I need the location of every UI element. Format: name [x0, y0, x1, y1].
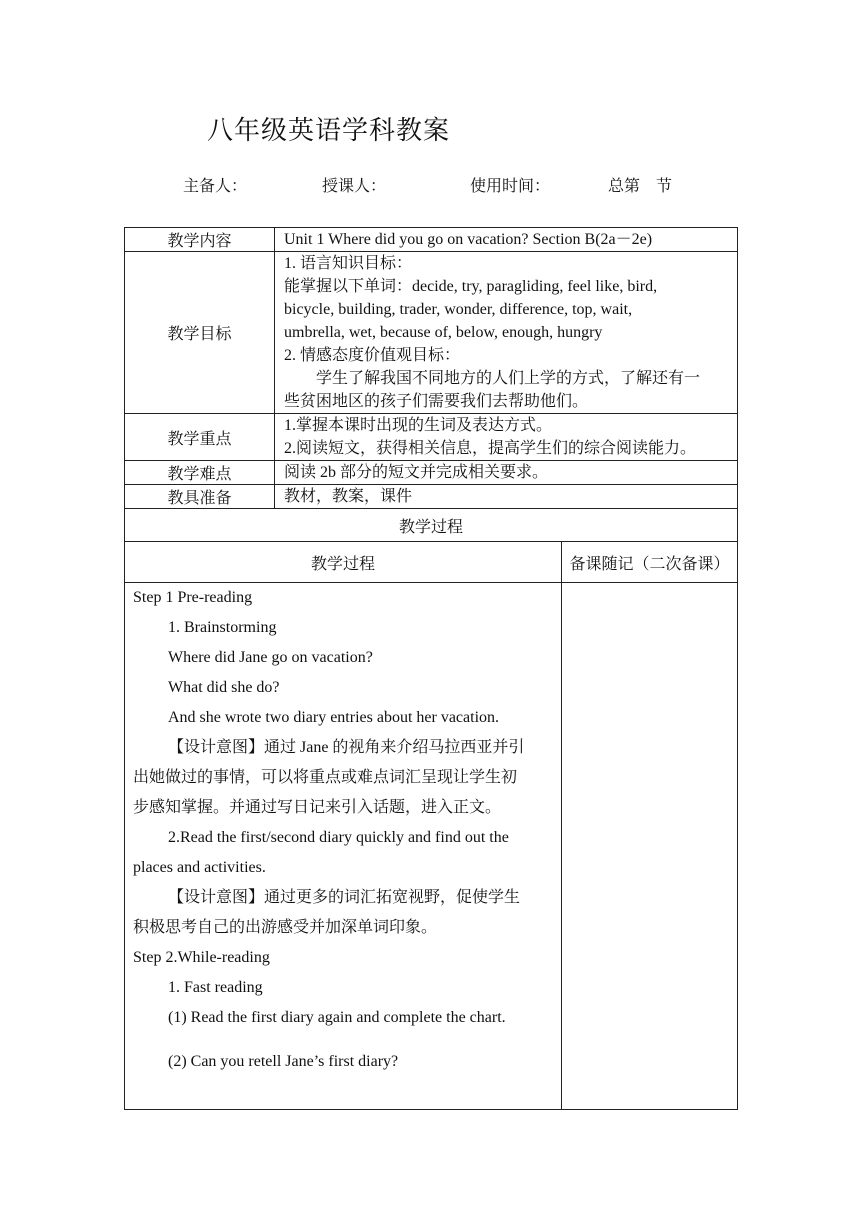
- key-point-line: 1.掌握本课时出现的生词及表达方式。: [284, 417, 553, 434]
- process-line: And she wrote two diary entries about her vacation.: [168, 709, 500, 726]
- time-label: 使用时间：: [470, 178, 551, 195]
- goals-line: 些贫困地区的孩子们需要我们去帮助他们。: [284, 393, 589, 410]
- process-line: 出她做过的事情，可以将重点或难点词汇呈现让学生初: [133, 769, 518, 786]
- process-column-header: 教学过程: [125, 542, 562, 583]
- key-point-line: 2.阅读短文，获得相关信息，提高学生们的综合阅读能力。: [284, 440, 697, 457]
- preparer-label: 主备人：: [183, 178, 248, 195]
- process-line: (1) Read the first diary again and complete the chart.: [168, 1009, 506, 1026]
- goals-line: umbrella, wet, because of, below, enough, hungry: [284, 324, 603, 341]
- goals-label: 教学目标: [125, 252, 275, 414]
- lesson-plan-table: [124, 227, 738, 1110]
- document-title: 八年级英语学科教案: [207, 116, 451, 145]
- process-line: What did she do?: [168, 679, 280, 696]
- process-line: 积极思考自己的出游感受并加深单词印象。: [133, 919, 438, 936]
- process-line: Step 1 Pre-reading: [133, 589, 253, 606]
- tools-value: 教材，教案，课件: [275, 485, 738, 509]
- process-line: Where did Jane go on vacation?: [168, 649, 373, 666]
- difficulty-value: 阅读 2b 部分的短文并完成相关要求。: [275, 461, 738, 485]
- process-body: [125, 583, 562, 1110]
- process-line: places and activities.: [133, 859, 266, 876]
- key-points-label: 教学重点: [125, 414, 275, 461]
- difficulty-label: 教学难点: [125, 461, 275, 485]
- total-lesson-label: 总第 节: [608, 178, 673, 195]
- key-points-value: [275, 414, 738, 461]
- goals-line: 能掌握以下单词：decide, try, paragliding, feel like, bird,: [284, 278, 658, 295]
- process-line: 1. Brainstorming: [168, 619, 277, 636]
- goals-line: 2. 情感态度价值观目标：: [284, 347, 461, 364]
- difficulty-row: [125, 461, 738, 485]
- process-header: 教学过程: [125, 509, 738, 542]
- process-header-row: [125, 509, 738, 542]
- goals-row: [125, 252, 738, 414]
- tools-label: 教具准备: [125, 485, 275, 509]
- process-line: 【设计意图】通过 Jane 的视角来介绍马拉西亚并引: [168, 739, 525, 756]
- notes-body: [562, 583, 738, 1110]
- goals-line: 1. 语言知识目标：: [284, 255, 413, 272]
- content-value: Unit 1 Where did you go on vacation? Section B(2a－2e): [275, 228, 738, 252]
- goals-value: [275, 252, 738, 414]
- process-line: 1. Fast reading: [168, 979, 263, 996]
- content-row: [125, 228, 738, 252]
- process-line: (2) Can you retell Jane’s first diary?: [168, 1053, 399, 1070]
- process-columns-row: [125, 542, 738, 583]
- process-line: 步感知掌握。并通过写日记来引入话题，进入正文。: [133, 799, 502, 816]
- process-body-row: [125, 583, 738, 1110]
- process-line: Step 2.While-reading: [133, 949, 270, 966]
- goals-line: 学生了解我国不同地方的人们上学的方式，了解还有一: [316, 370, 701, 387]
- tools-row: [125, 485, 738, 509]
- process-line: 【设计意图】通过更多的词汇拓宽视野，促使学生: [168, 889, 521, 906]
- content-label: 教学内容: [125, 228, 275, 252]
- key-points-row: [125, 414, 738, 461]
- goals-line: bicycle, building, trader, wonder, difference, top, wait,: [284, 301, 633, 318]
- notes-column-header: 备课随记（二次备课）: [562, 542, 738, 583]
- teacher-label: 授课人：: [322, 178, 387, 195]
- process-line: 2.Read the first/second diary quickly and find out the: [168, 829, 509, 846]
